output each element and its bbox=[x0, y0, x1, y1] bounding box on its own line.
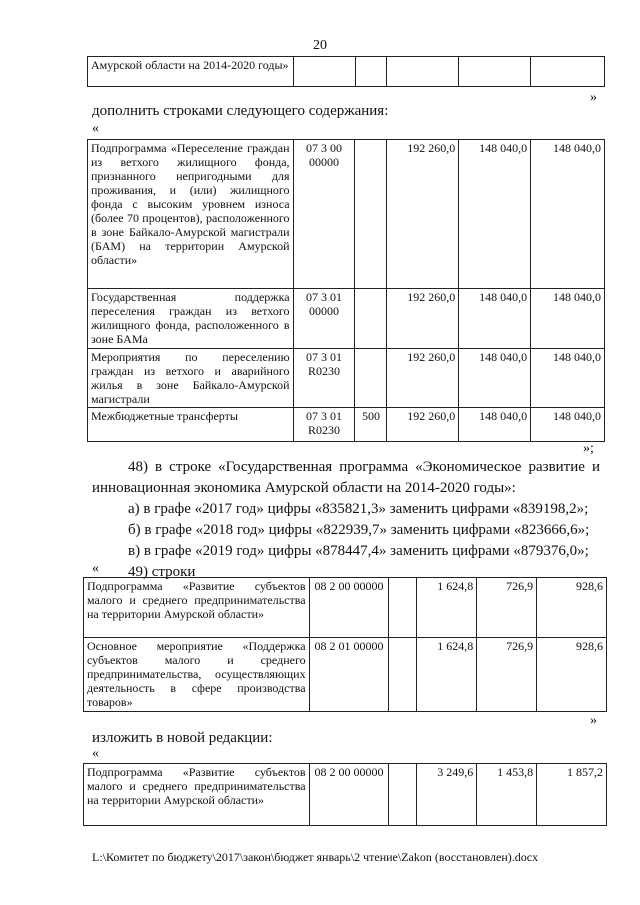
cell-name: Межбюджетные трансферты bbox=[88, 408, 294, 442]
table-row bbox=[88, 140, 605, 289]
cell-name: Подпрограмма «Развитие субъектов малого и среднего предпринимательства на территории Амурской области» bbox=[84, 764, 310, 826]
cell-vr bbox=[355, 349, 387, 408]
cell-2019: 928,6 bbox=[537, 578, 607, 638]
intro-text: изложить в новой редакции: bbox=[92, 730, 273, 746]
cell-2018 bbox=[459, 57, 531, 87]
cell-vr bbox=[355, 289, 387, 349]
cell-2019 bbox=[531, 57, 605, 87]
table-row bbox=[88, 349, 605, 408]
cell-code: 08 2 00 00000 bbox=[309, 578, 389, 638]
cell-2017 bbox=[387, 57, 459, 87]
page-number: 20 bbox=[313, 38, 327, 53]
item-a: а) в графе «2017 год» цифры «835821,3» заменить цифрами «839198,2»; bbox=[128, 501, 589, 517]
intro-text: дополнить строками следующего содержания: bbox=[92, 103, 389, 119]
cell-vr bbox=[355, 57, 387, 87]
cell-2017: 1 624,8 bbox=[417, 578, 477, 638]
cell-2018: 726,9 bbox=[477, 638, 537, 712]
opening-quote: « bbox=[92, 746, 99, 761]
cell-2018: 148 040,0 bbox=[459, 289, 531, 349]
paragraph-48: 48) в строке «Государственная программа «Экономическое развитие и инновационная экономика Амурской области на 2014-2020 годы»: bbox=[92, 459, 600, 496]
cell-code: 07 3 01 R0230 bbox=[293, 349, 355, 408]
cell-vr bbox=[389, 638, 417, 712]
cell-code: 07 3 00 00000 bbox=[293, 140, 355, 289]
cell-vr bbox=[389, 764, 417, 826]
cell-2019: 148 040,0 bbox=[531, 140, 605, 289]
cell-2017: 3 249,6 bbox=[417, 764, 477, 826]
cell-2017: 192 260,0 bbox=[387, 349, 459, 408]
cell-2018: 1 453,8 bbox=[477, 764, 537, 826]
closing-quote: » bbox=[590, 713, 597, 728]
table-row bbox=[88, 57, 605, 87]
table-continuation bbox=[87, 56, 605, 87]
cell-2017: 192 260,0 bbox=[387, 408, 459, 442]
cell-code: 07 3 01 R0230 bbox=[293, 408, 355, 442]
closing-quote: »; bbox=[583, 441, 594, 456]
cell-code: 08 2 01 00000 bbox=[309, 638, 389, 712]
cell-name: Мероприятия по переселению граждан из ветхого и аварийного жилья в зоне Байкало-Амурской магистрали bbox=[88, 349, 294, 408]
cell-2018: 148 040,0 bbox=[459, 408, 531, 442]
cell-2019: 148 040,0 bbox=[531, 349, 605, 408]
cell-2018: 148 040,0 bbox=[459, 349, 531, 408]
cell-2017: 192 260,0 bbox=[387, 140, 459, 289]
paragraph-49: 49) строки bbox=[128, 564, 196, 580]
cell-2019: 928,6 bbox=[537, 638, 607, 712]
table-insert-rows bbox=[87, 139, 605, 442]
table-old-rows bbox=[83, 577, 607, 712]
cell-2017: 192 260,0 bbox=[387, 289, 459, 349]
item-b: б) в графе «2018 год» цифры «822939,7» заменить цифрами «823666,6»; bbox=[128, 522, 590, 538]
footer-file-path: L:\Комитет по бюджету\2017\закон\бюджет январь\2 чтение\Zakon (восстановлен).docx bbox=[92, 850, 539, 864]
cell-2019: 1 857,2 bbox=[537, 764, 607, 826]
table-row bbox=[84, 764, 607, 826]
cell-vr: 500 bbox=[355, 408, 387, 442]
opening-quote: « bbox=[92, 121, 99, 136]
cell-2019: 148 040,0 bbox=[531, 289, 605, 349]
cell-code: 08 2 00 00000 bbox=[309, 764, 389, 826]
table-row bbox=[84, 578, 607, 638]
opening-quote: « bbox=[92, 561, 99, 576]
cell-vr bbox=[355, 140, 387, 289]
table-row bbox=[88, 408, 605, 442]
cell-2018: 148 040,0 bbox=[459, 140, 531, 289]
table-row bbox=[88, 289, 605, 349]
cell-name: Государственная поддержка переселения граждан из ветхого жилищного фонда, расположенного в зоне БАМа bbox=[88, 289, 294, 349]
cell-code bbox=[293, 57, 355, 87]
cell-2017: 1 624,8 bbox=[417, 638, 477, 712]
cell-name: Подпрограмма «Развитие субъектов малого и среднего предпринимательства на территории Амурской области» bbox=[84, 578, 310, 638]
cell-code: 07 3 01 00000 bbox=[293, 289, 355, 349]
table-new-rows bbox=[83, 763, 607, 826]
cell-name: Основное мероприятие «Поддержка субъектов малого и среднего предпринимательства, осуществляющих деятельность в сфере производства товаров» bbox=[84, 638, 310, 712]
cell-2018: 726,9 bbox=[477, 578, 537, 638]
cell-name: Амурской области на 2014-2020 годы» bbox=[88, 57, 294, 87]
table-row bbox=[84, 638, 607, 712]
cell-name: Подпрограмма «Переселение граждан из ветхого жилищного фонда, признанного непригодными для проживания, и (или) жилищного фонда с высоким уровнем износа (более 70 процентов), расположенного в зоне Байкало-Амурской магистрали (БАМ) на территории Амурской области» bbox=[88, 140, 294, 289]
closing-quote: » bbox=[590, 90, 597, 105]
cell-2019: 148 040,0 bbox=[531, 408, 605, 442]
cell-vr bbox=[389, 578, 417, 638]
item-c: в) в графе «2019 год» цифры «878447,4» заменить цифрами «879376,0»; bbox=[128, 543, 589, 559]
